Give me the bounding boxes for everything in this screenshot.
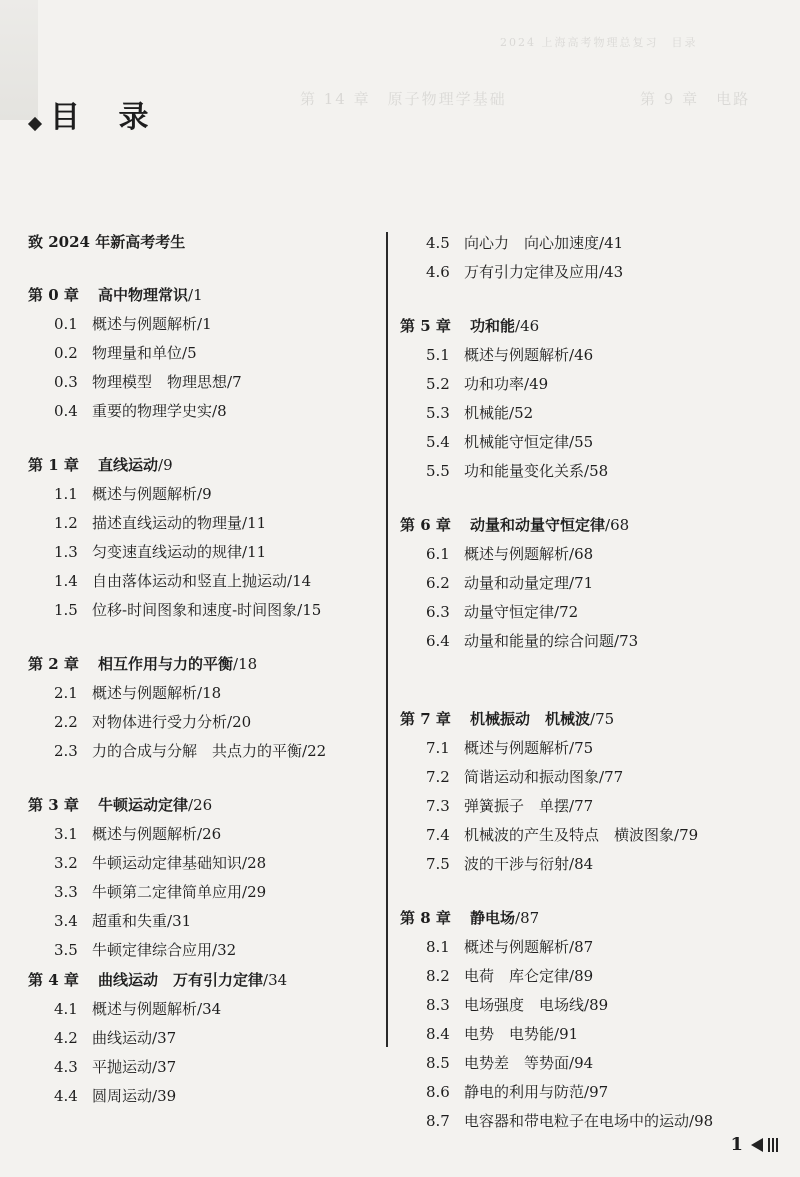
section-entry[interactable] [400,428,785,457]
section-number: 6.3 [426,603,450,621]
section-title: 概述与例题解析 [464,739,570,757]
section-title: 功和功率 [464,375,525,393]
chapter-entry[interactable] [28,280,378,310]
section-entry[interactable] [28,509,378,538]
section-title: 描述直线运动的物理量 [92,514,243,532]
section-number: 6.2 [426,574,450,592]
section-entry[interactable] [400,341,785,370]
section-entry[interactable] [400,370,785,399]
chapter-spacer [400,656,785,680]
section-number: 1.2 [54,514,78,532]
section-title: 电势 电势能 [464,1025,555,1043]
chapter-title: 静电场 [470,909,516,927]
chapter-title: 曲线运动 万有引力定律 [98,971,264,989]
chapter-title: 机械振动 机械波 [470,710,591,728]
section-entry[interactable] [400,627,785,656]
section-number: 3.2 [54,854,78,872]
section-title: 牛顿运动定律基础知识 [92,854,243,872]
section-title: 概述与例题解析 [92,1000,198,1018]
section-number: 4.1 [54,1000,78,1018]
section-page: /55 [569,433,594,451]
section-entry[interactable] [400,821,785,850]
section-title: 位移-时间图象和速度-时间图象 [92,601,298,619]
section-title: 概述与例题解析 [464,545,570,563]
section-title: 简谐运动和振动图象 [464,768,600,786]
section-title: 机械能守恒定律 [464,433,570,451]
section-number: 8.1 [426,938,450,956]
section-title: 牛顿定律综合应用 [92,941,213,959]
chapter-title: 直线运动 [98,456,159,474]
chapter-number: 第 6 章 [400,516,451,534]
chapter-title: 功和能 [470,317,516,335]
chapter-spacer [400,486,785,510]
chapter-spacer [400,680,785,704]
chapter-entry[interactable] [400,704,785,734]
page-footer [730,1134,778,1155]
chapter-entry[interactable] [28,965,378,995]
section-page: /77 [599,768,624,786]
section-page: /31 [167,912,192,930]
section-page: /89 [569,967,594,985]
section-entry[interactable] [400,850,785,879]
section-entry[interactable] [400,540,785,569]
section-page: /20 [227,713,252,731]
section-entry[interactable] [400,1020,785,1049]
section-title: 电势差 等势面 [464,1054,570,1072]
section-page: /98 [689,1112,714,1130]
section-title: 概述与例题解析 [92,485,198,503]
section-entry[interactable] [28,596,378,625]
triangle-icon [751,1138,763,1152]
section-number: 7.3 [426,797,450,815]
section-page: /97 [584,1083,609,1101]
intro-entry[interactable]: 致 2024 年新高考考生 [28,233,186,251]
chapter-page: /26 [188,796,213,814]
section-number: 7.5 [426,855,450,873]
section-title: 力的合成与分解 共点力的平衡 [92,742,303,760]
section-title: 对物体进行受力分析 [92,713,228,731]
chapter-page: /34 [263,971,288,989]
chapter-entry[interactable] [400,510,785,540]
section-page: /46 [569,346,594,364]
section-number: 1.5 [54,601,78,619]
section-title: 动量守恒定律 [464,603,555,621]
section-page: /39 [152,1087,177,1105]
chapter-entry[interactable] [28,450,378,480]
section-number: 8.7 [426,1112,450,1130]
page-title: 目 录 [50,100,163,135]
section-title: 机械波的产生及特点 横波图象 [464,826,675,844]
section-page: /29 [242,883,267,901]
section-entry[interactable] [400,1049,785,1078]
section-number: 3.5 [54,941,78,959]
section-page: /11 [242,543,267,561]
section-page: /22 [302,742,327,760]
section-entry[interactable] [400,399,785,428]
chapter-number: 第 1 章 [28,456,79,474]
section-number: 7.1 [426,739,450,757]
section-title: 电容器和带电粒子在电场中的运动 [464,1112,690,1130]
chapter-number: 第 2 章 [28,655,79,673]
section-title: 机械能 [464,404,510,422]
section-entry[interactable] [28,907,378,936]
chapter-page: /46 [515,317,540,335]
section-entry[interactable] [400,258,785,287]
section-page: /32 [212,941,237,959]
chapter-title: 相互作用与力的平衡 [98,655,234,673]
chapter-title: 高中物理常识 [98,286,189,304]
chapter-number: 第 4 章 [28,971,79,989]
section-page: /34 [197,1000,222,1018]
chapter-entry[interactable] [28,649,378,679]
section-number: 3.1 [54,825,78,843]
section-entry[interactable] [400,962,785,991]
section-title: 概述与例题解析 [464,938,570,956]
section-page: /37 [152,1058,177,1076]
chapter-entry[interactable] [28,790,378,820]
section-title: 超重和失重 [92,912,168,930]
section-title: 圆周运动 [92,1087,153,1105]
section-entry[interactable] [28,737,378,766]
section-entry[interactable] [400,933,785,962]
section-page: /79 [674,826,699,844]
section-page: /77 [569,797,594,815]
section-entry[interactable] [400,1107,785,1136]
chapter-page: /18 [233,655,258,673]
section-title: 向心力 向心加速度 [464,234,600,252]
section-title: 动量和动量定理 [464,574,570,592]
section-entry[interactable] [28,1082,378,1111]
section-number: 0.2 [54,344,78,362]
section-number: 1.1 [54,485,78,503]
section-entry[interactable] [400,763,785,792]
toc-right-column [400,229,785,1136]
section-entry[interactable] [400,792,785,821]
section-entry[interactable] [28,1053,378,1082]
section-entry[interactable] [28,708,378,737]
section-entry[interactable] [28,397,378,426]
section-number: 4.4 [54,1087,78,1105]
section-title: 功和能量变化关系 [464,462,585,480]
section-number: 7.2 [426,768,450,786]
section-page: /41 [599,234,624,252]
section-page: /14 [287,572,312,590]
chapter-number: 第 5 章 [400,317,451,335]
section-number: 8.5 [426,1054,450,1072]
section-page: /18 [197,684,222,702]
section-page: /28 [242,854,267,872]
section-entry[interactable] [28,1024,378,1053]
diamond-icon [28,117,42,131]
chapter-number: 第 0 章 [28,286,79,304]
section-number: 5.4 [426,433,450,451]
section-number: 5.5 [426,462,450,480]
section-title: 概述与例题解析 [464,346,570,364]
section-page: /87 [569,938,594,956]
chapter-spacer [28,426,378,450]
chapter-page: /75 [590,710,615,728]
chapter-title: 牛顿运动定律 [98,796,189,814]
section-page: /75 [569,739,594,757]
section-entry[interactable] [28,820,378,849]
chapter-number: 第 8 章 [400,909,451,927]
section-number: 4.2 [54,1029,78,1047]
section-number: 8.3 [426,996,450,1014]
section-title: 匀变速直线运动的规律 [92,543,243,561]
section-number: 8.4 [426,1025,450,1043]
section-title: 物理量和单位 [92,344,183,362]
chapter-spacer [28,766,378,790]
chapter-page: /68 [605,516,630,534]
bars-icon [766,1138,778,1152]
section-number: 4.5 [426,234,450,252]
section-page: /26 [197,825,222,843]
section-page: /68 [569,545,594,563]
section-page: /58 [584,462,609,480]
section-page: /5 [182,344,197,362]
section-title: 概述与例题解析 [92,684,198,702]
section-title: 静电的利用与防范 [464,1083,585,1101]
section-page: /9 [197,485,212,503]
section-title: 波的干涉与衍射 [464,855,570,873]
section-page: /15 [297,601,322,619]
section-page: /73 [614,632,639,650]
page-number: 1 [730,1134,743,1155]
section-title: 电场强度 电场线 [464,996,585,1014]
section-title: 自由落体运动和竖直上抛运动 [92,572,288,590]
section-entry[interactable] [28,936,378,965]
section-entry[interactable] [400,457,785,486]
section-number: 1.3 [54,543,78,561]
section-number: 3.4 [54,912,78,930]
section-number: 0.4 [54,402,78,420]
section-page: /7 [227,373,242,391]
section-title: 物理模型 物理思想 [92,373,228,391]
section-number: 2.2 [54,713,78,731]
section-title: 电荷 库仑定律 [464,967,570,985]
section-number: 5.1 [426,346,450,364]
chapter-number: 第 7 章 [400,710,451,728]
chapter-spacer [400,879,785,903]
section-number: 0.3 [54,373,78,391]
section-number: 4.6 [426,263,450,281]
section-page: /43 [599,263,624,281]
section-title: 概述与例题解析 [92,825,198,843]
chapter-entry[interactable] [400,311,785,341]
section-entry[interactable] [28,679,378,708]
section-page: /8 [212,402,227,420]
section-number: 2.3 [54,742,78,760]
toc-left-column [28,229,378,1111]
section-page: /94 [569,1054,594,1072]
section-title: 牛顿第二定律简单应用 [92,883,243,901]
section-number: 0.1 [54,315,78,333]
section-page: /11 [242,514,267,532]
section-title: 概述与例题解析 [92,315,198,333]
section-page: /37 [152,1029,177,1047]
section-entry[interactable] [400,229,785,258]
section-entry[interactable] [28,567,378,596]
section-page: /91 [554,1025,579,1043]
column-divider [386,232,388,1047]
section-page: /84 [569,855,594,873]
chapter-spacer [400,287,785,311]
section-title: 平抛运动 [92,1058,153,1076]
section-number: 3.3 [54,883,78,901]
section-entry[interactable] [400,1078,785,1107]
section-number: 5.2 [426,375,450,393]
section-entry[interactable] [400,734,785,763]
chapter-page: /87 [515,909,540,927]
section-number: 4.3 [54,1058,78,1076]
section-entry[interactable] [400,598,785,627]
chapter-page: /9 [158,456,173,474]
section-number: 6.4 [426,632,450,650]
section-number: 5.3 [426,404,450,422]
section-title: 万有引力定律及应用 [464,263,600,281]
section-number: 7.4 [426,826,450,844]
section-number: 8.2 [426,967,450,985]
section-entry[interactable] [400,991,785,1020]
section-entry[interactable] [28,339,378,368]
section-number: 1.4 [54,572,78,590]
toc-heading [30,92,162,136]
section-entry[interactable] [28,849,378,878]
section-title: 弹簧振子 单摆 [464,797,570,815]
section-entry[interactable] [28,368,378,397]
section-page: /71 [569,574,594,592]
section-page: /49 [524,375,549,393]
section-title: 重要的物理学史实 [92,402,213,420]
chapter-entry[interactable] [400,903,785,933]
section-entry[interactable] [28,878,378,907]
section-number: 6.1 [426,545,450,563]
section-page: /52 [509,404,534,422]
section-title: 曲线运动 [92,1029,153,1047]
chapter-number: 第 3 章 [28,796,79,814]
section-page: /89 [584,996,609,1014]
section-entry[interactable] [28,310,378,339]
section-number: 2.1 [54,684,78,702]
section-entry[interactable] [28,480,378,509]
section-number: 8.6 [426,1083,450,1101]
section-title: 动量和能量的综合问题 [464,632,615,650]
section-page: /72 [554,603,579,621]
chapter-spacer [28,625,378,649]
section-page: /1 [197,315,212,333]
section-entry[interactable] [28,995,378,1024]
chapter-page: /1 [188,286,203,304]
chapter-title: 动量和动量守恒定律 [470,516,606,534]
section-entry[interactable] [400,569,785,598]
section-entry[interactable] [28,538,378,567]
